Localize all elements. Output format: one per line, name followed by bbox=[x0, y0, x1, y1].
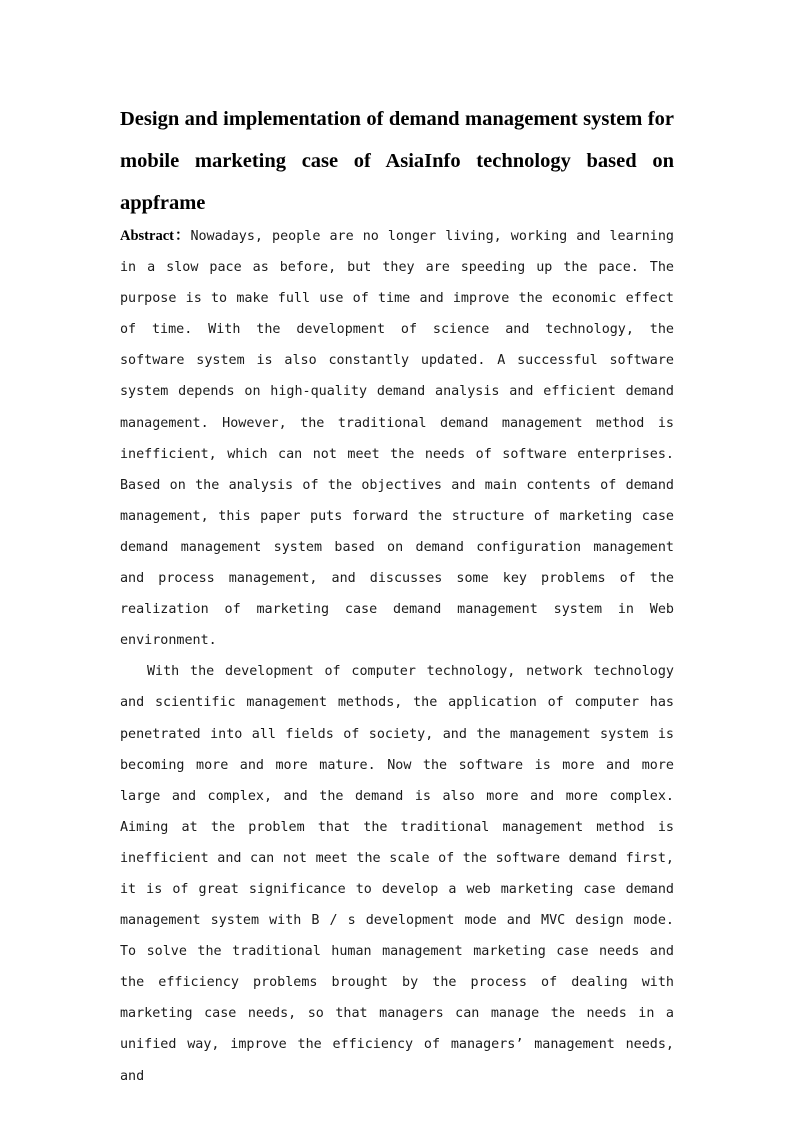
abstract-text: Nowadays, people are no longer living, working and learning in a slow pace as before, but they are speeding up the pace. The purpose is to make full use of time and improve the economic effect of time. With the development of science and technology, the software system is also constantly updated. A successful software system depends on high-quality demand analysis and efficient demand management. However, the traditional demand management method is inefficient, which can not meet the needs of software enterprises. Based on the analysis of the objectives and main contents of demand management, this paper puts forward the structure of marketing case demand management system based on demand configuration management and process management, and discusses some key problems of the realization of marketing case demand management system in Web environment. bbox=[120, 229, 674, 649]
paper-title: Design and implementation of demand management system for mobile marketing case of AsiaInfo technology based on appframe bbox=[120, 108, 674, 214]
paper-body bbox=[120, 221, 674, 1092]
body-paragraph: With the development of computer technology, network technology and scientific management methods, the application of computer has penetrated into all fields of society, and the management system is becoming more and more mature. Now the software is more and more large and complex, and the demand is also more and more complex. Aiming at the problem that the traditional management method is inefficient and can not meet the scale of the software demand first, it is of great significance to develop a web marketing case demand management system with B / s development mode and MVC design mode. To solve the traditional human management marketing case needs and the efficiency problems brought by the process of dealing with marketing case needs, so that managers can manage the needs in a unified way, improve the efficiency of managers’ management needs, and bbox=[120, 664, 674, 1084]
abstract-label: Abstract： bbox=[120, 228, 191, 244]
abstract-paragraph bbox=[120, 221, 674, 656]
